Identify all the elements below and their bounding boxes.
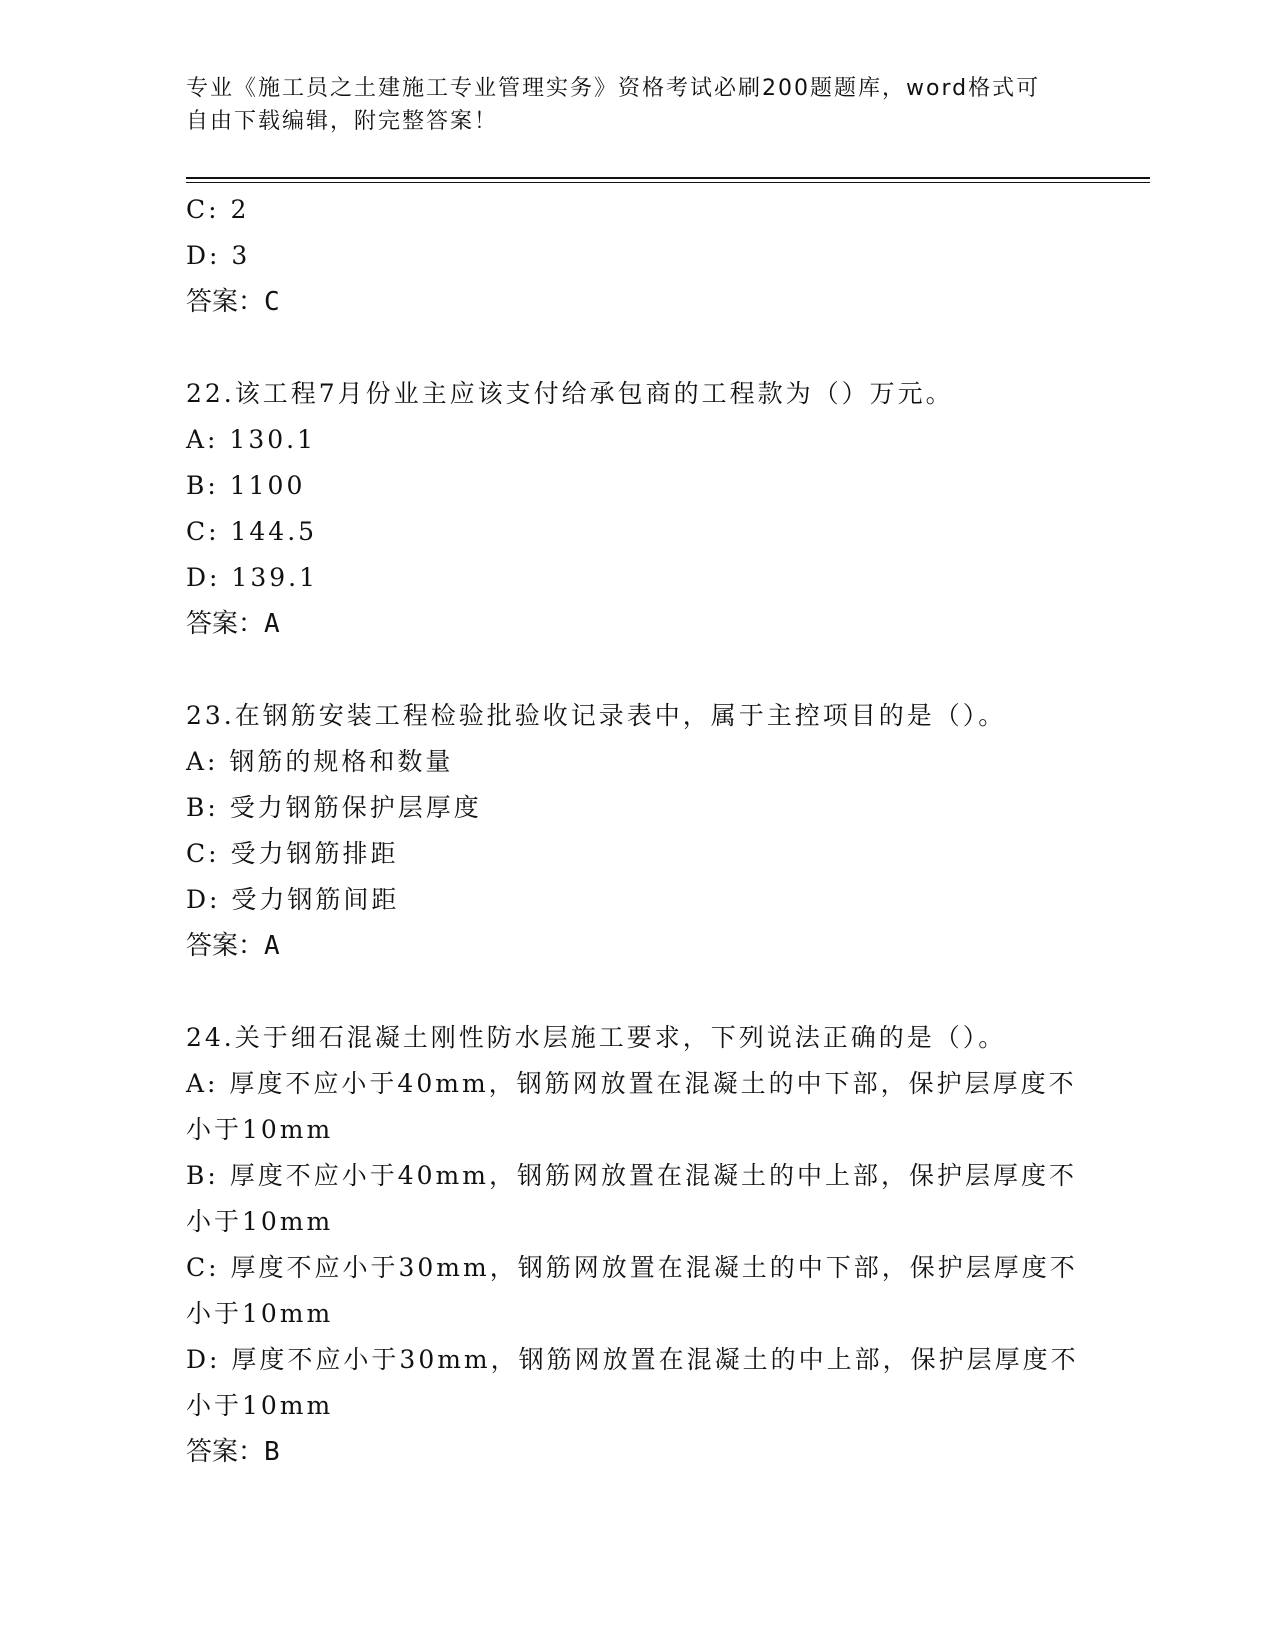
question-list xyxy=(186,187,1086,1475)
option-b: B: 厚度不应小于40mm，钢筋网放置在混凝土的中上部，保护层厚度不小于10mm xyxy=(186,1161,1077,1236)
answer-line: 答案：A xyxy=(186,931,280,961)
header-line-2: 自由下载编辑，附完整答案！ xyxy=(186,109,499,134)
answer-line: 答案：C xyxy=(186,287,280,317)
option-a: A: 厚度不应小于40mm，钢筋网放置在混凝土的中下部，保护层厚度不小于10mm xyxy=(186,1069,1077,1144)
option-c: C: 厚度不应小于30mm，钢筋网放置在混凝土的中下部，保护层厚度不小于10mm xyxy=(186,1253,1078,1328)
option-c: C: 受力钢筋排距 xyxy=(186,839,399,868)
header-divider-thick xyxy=(186,177,1150,179)
option-a: A: 钢筋的规格和数量 xyxy=(186,747,454,776)
question-stem: 24.关于细石混凝土刚性防水层施工要求，下列说法正确的是（）。 xyxy=(186,1023,1007,1052)
option-d: D: 3 xyxy=(186,241,251,270)
question-24 xyxy=(186,1015,1086,1475)
option-c: C: 2 xyxy=(186,195,250,224)
option-b: B: 1100 xyxy=(186,471,306,500)
option-c: C: 144.5 xyxy=(186,517,318,546)
question-stem: 22.该工程7月份业主应该支付给承包商的工程款为（）万元。 xyxy=(186,379,954,408)
header-divider-thin xyxy=(186,182,1150,183)
question-23 xyxy=(186,693,1086,969)
option-a: A: 130.1 xyxy=(186,425,316,454)
option-d: D: 厚度不应小于30mm，钢筋网放置在混凝土的中上部，保护层厚度不小于10mm xyxy=(186,1345,1079,1420)
option-d: D: 139.1 xyxy=(186,563,318,592)
option-d: D: 受力钢筋间距 xyxy=(186,885,400,914)
header-line-1: 专业《施工员之土建施工专业管理实务》资格考试必刷200题题库，word格式可 xyxy=(186,76,1041,101)
answer-line: 答案：A xyxy=(186,609,280,639)
previous-question-fragment xyxy=(186,187,1086,325)
answer-line: 答案：B xyxy=(186,1437,280,1467)
question-stem: 23.在钢筋安装工程检验批验收记录表中，属于主控项目的是（）。 xyxy=(186,701,1007,730)
option-b: B: 受力钢筋保护层厚度 xyxy=(186,793,482,822)
document-header xyxy=(186,72,1086,138)
question-22 xyxy=(186,371,1086,647)
